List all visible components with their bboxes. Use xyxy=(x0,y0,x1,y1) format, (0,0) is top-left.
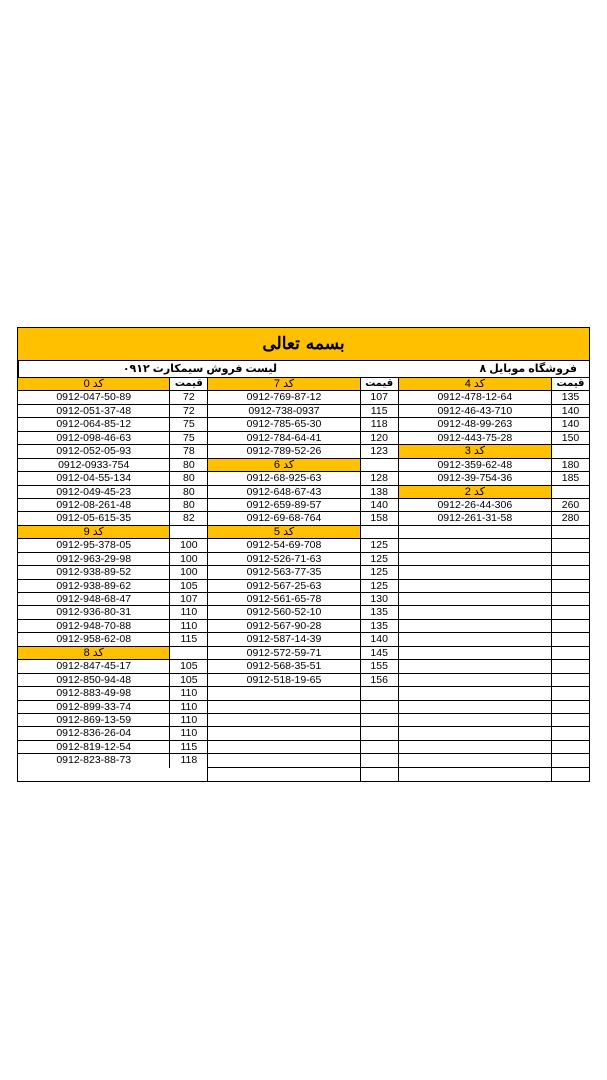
phone-number-cell: 0912-359-62-48 xyxy=(437,458,513,471)
price-header: قیمت xyxy=(551,378,589,390)
empty-row xyxy=(208,701,397,714)
phone-number-cell: 0912-04-55-134 xyxy=(56,472,132,485)
table-row xyxy=(18,714,207,727)
empty-row xyxy=(208,687,397,700)
table-row xyxy=(208,486,397,499)
table-row xyxy=(18,674,207,687)
group-header-row xyxy=(18,526,207,539)
price-cell: 100 xyxy=(169,566,207,578)
price-cell: 138 xyxy=(360,486,398,498)
banner xyxy=(18,328,589,361)
table-row xyxy=(208,647,397,660)
price-cell xyxy=(551,754,589,766)
phone-number-cell: 0912-784-64-41 xyxy=(246,431,322,444)
empty-row xyxy=(399,606,589,619)
price-cell: 105 xyxy=(169,674,207,686)
price-cell: 80 xyxy=(169,472,207,484)
banner-text: بسمه تعالی xyxy=(262,334,345,354)
table-row xyxy=(208,593,397,606)
phone-number-cell: 0912-648-67-43 xyxy=(246,485,322,498)
price-cell: 280 xyxy=(551,512,589,524)
phone-number-cell: 0912-938-89-62 xyxy=(56,579,132,592)
phone-number-cell: 0912-39-754-36 xyxy=(437,472,513,485)
table-row xyxy=(208,472,397,485)
table-row xyxy=(18,754,207,767)
phone-number-cell xyxy=(399,647,551,659)
phone-number-cell: 0912-48-99-263 xyxy=(437,418,513,431)
table-row xyxy=(18,580,207,593)
price-cell: 128 xyxy=(360,472,398,484)
empty-row xyxy=(208,714,397,727)
group-header-row xyxy=(18,647,207,660)
price-cell: 125 xyxy=(360,566,398,578)
table-row xyxy=(399,499,589,512)
price-cell: 140 xyxy=(360,499,398,511)
table-row xyxy=(18,499,207,512)
table-row xyxy=(18,687,207,700)
empty-row xyxy=(399,660,589,673)
phone-number-cell: 0912-958-62-08 xyxy=(56,633,132,646)
column-header-row xyxy=(208,378,397,391)
price-cell: 115 xyxy=(169,633,207,645)
table-row xyxy=(18,741,207,754)
price-cell: 125 xyxy=(360,553,398,565)
phone-number-cell xyxy=(208,714,359,726)
table-row xyxy=(18,459,207,472)
table-row xyxy=(18,701,207,714)
table-row xyxy=(208,633,397,646)
phone-number-cell xyxy=(399,660,551,672)
table-row xyxy=(208,674,397,687)
phone-number-cell: 0912-936-80-31 xyxy=(56,606,132,619)
price-cell: 110 xyxy=(169,687,207,699)
phone-number-cell: 0912-938-89-52 xyxy=(56,566,132,579)
empty-row xyxy=(399,674,589,687)
phone-number-cell: 0912-789-52-26 xyxy=(246,445,322,458)
table-row xyxy=(399,472,589,485)
price-cell: 110 xyxy=(169,714,207,726)
phone-number-cell: 0912-049-45-23 xyxy=(56,485,132,498)
price-cell xyxy=(551,580,589,592)
phone-number-cell xyxy=(399,526,551,538)
phone-number-cell: 0912-850-94-48 xyxy=(56,673,132,686)
phone-number-cell: 0912-54-69-708 xyxy=(246,539,322,552)
price-cell: 185 xyxy=(551,472,589,484)
phone-number-cell: 0912-563-77-35 xyxy=(246,566,322,579)
price-cell xyxy=(551,714,589,726)
table-row xyxy=(399,432,589,445)
price-cell: 107 xyxy=(360,391,398,403)
table-row xyxy=(18,660,207,673)
table-row xyxy=(208,445,397,458)
price-cell: 130 xyxy=(360,593,398,605)
price-cell xyxy=(551,593,589,605)
table-row xyxy=(18,512,207,525)
price-cell: 100 xyxy=(169,539,207,551)
phone-number-cell: 0912-819-12-54 xyxy=(56,740,132,753)
phone-number-cell: 0912-46-43-710 xyxy=(437,404,513,417)
price-cell: 110 xyxy=(169,620,207,632)
group-header-row xyxy=(399,486,589,499)
price-cell: 72 xyxy=(169,405,207,417)
price-cell xyxy=(360,714,398,726)
group-label: کد 7 xyxy=(208,378,359,390)
phone-number-cell: 0912-587-14-39 xyxy=(246,633,322,646)
group-label: کد 2 xyxy=(399,486,551,498)
empty-row xyxy=(399,647,589,660)
phone-number-cell xyxy=(399,754,551,766)
table-row xyxy=(18,539,207,552)
price-cell: 140 xyxy=(551,405,589,417)
table-row xyxy=(208,606,397,619)
phone-number-cell xyxy=(399,727,551,739)
price-cell: 135 xyxy=(551,391,589,403)
phone-number-cell: 0912-68-925-63 xyxy=(246,472,322,485)
phone-number-cell: 0912-568-35-51 xyxy=(246,660,322,673)
price-cell: 78 xyxy=(169,445,207,457)
phone-number-cell: 0912-261-31-58 xyxy=(437,512,513,525)
phone-number-cell xyxy=(208,741,359,753)
price-cell: 140 xyxy=(360,633,398,645)
phone-number-cell: 0912-769-87-12 xyxy=(246,391,322,404)
phone-number-cell: 0912-064-85-12 xyxy=(56,418,132,431)
price-cell xyxy=(360,459,398,471)
price-header: قیمت xyxy=(360,378,398,390)
price-cell xyxy=(551,486,589,498)
phone-number-cell: 0912-963-29-98 xyxy=(56,552,132,565)
phone-number-cell: 0912-052-05-93 xyxy=(56,445,132,458)
phone-number-cell xyxy=(208,727,359,739)
phone-number-cell xyxy=(399,620,551,632)
table-row xyxy=(208,418,397,431)
phone-number-cell xyxy=(399,566,551,578)
shop-name: فروشگاه موبایل ۸ xyxy=(479,363,577,375)
table-row xyxy=(208,660,397,673)
phone-number-cell xyxy=(399,714,551,726)
empty-row xyxy=(208,754,397,767)
price-cell xyxy=(551,606,589,618)
price-column xyxy=(18,378,208,781)
price-cell: 110 xyxy=(169,606,207,618)
phone-number-cell xyxy=(399,768,551,781)
phone-number-cell xyxy=(399,674,551,686)
empty-row xyxy=(399,526,589,539)
price-cell: 123 xyxy=(360,445,398,457)
group-header-row xyxy=(208,459,397,472)
phone-number-cell: 0912-08-261-48 xyxy=(56,498,132,511)
price-cell xyxy=(360,687,398,699)
price-cell xyxy=(551,539,589,551)
phone-number-cell: 0912-443-75-28 xyxy=(437,431,513,444)
phone-number-cell: 0912-847-45-17 xyxy=(56,660,132,673)
table-row xyxy=(399,391,589,404)
price-cell xyxy=(360,701,398,713)
phone-number-cell: 0912-098-46-63 xyxy=(56,431,132,444)
price-cell xyxy=(551,566,589,578)
phone-number-cell: 0912-05-615-35 xyxy=(56,512,132,525)
phone-number-cell: 0912-823-88-73 xyxy=(56,754,132,767)
table-row xyxy=(208,553,397,566)
group-label: کد 8 xyxy=(18,647,169,659)
empty-row xyxy=(399,593,589,606)
phone-number-cell: 0912-836-26-04 xyxy=(56,727,132,740)
phone-number-cell: 0912-572-59-71 xyxy=(246,646,322,659)
price-cell: 115 xyxy=(360,405,398,417)
empty-row xyxy=(399,754,589,767)
table-row xyxy=(399,418,589,431)
table-row xyxy=(18,727,207,740)
empty-row xyxy=(399,768,589,781)
price-cell xyxy=(551,620,589,632)
price-column xyxy=(399,378,589,781)
price-cell xyxy=(360,727,398,739)
price-cell: 140 xyxy=(551,418,589,430)
table-row xyxy=(18,472,207,485)
phone-number-cell: 0912-738-0937 xyxy=(248,404,320,417)
phone-number-cell xyxy=(399,593,551,605)
phone-number-cell xyxy=(399,553,551,565)
price-cell xyxy=(169,526,207,538)
phone-number-cell xyxy=(399,606,551,618)
phone-number-cell: 0912-560-52-10 xyxy=(246,606,322,619)
price-cell xyxy=(551,674,589,686)
price-cell: 75 xyxy=(169,432,207,444)
phone-number-cell xyxy=(208,687,359,699)
group-label: کد 0 xyxy=(18,378,169,390)
price-cell: 135 xyxy=(360,606,398,618)
phone-number-cell: 0912-567-25-63 xyxy=(246,579,322,592)
price-cell: 110 xyxy=(169,727,207,739)
group-label: کد 6 xyxy=(208,459,359,471)
phone-number-cell: 0912-95-378-05 xyxy=(56,539,132,552)
phone-number-cell: 0912-051-37-48 xyxy=(56,404,132,417)
table-row xyxy=(208,405,397,418)
price-cell: 80 xyxy=(169,459,207,471)
price-cell xyxy=(169,647,207,659)
empty-row xyxy=(208,768,397,781)
price-cell: 180 xyxy=(551,459,589,471)
price-cell xyxy=(360,526,398,538)
empty-row xyxy=(399,701,589,714)
table-row xyxy=(399,459,589,472)
empty-row xyxy=(208,741,397,754)
phone-number-cell: 0912-561-65-78 xyxy=(246,593,322,605)
empty-row xyxy=(399,714,589,727)
table-row xyxy=(18,486,207,499)
price-column xyxy=(208,378,398,781)
price-cell xyxy=(551,647,589,659)
table-row xyxy=(208,512,397,525)
phone-number-cell xyxy=(208,768,359,781)
price-list-sheet xyxy=(17,327,590,782)
price-cell: 156 xyxy=(360,674,398,686)
table-row xyxy=(399,512,589,525)
price-cell: 80 xyxy=(169,486,207,498)
group-header-row xyxy=(208,526,397,539)
phone-number-cell xyxy=(399,687,551,699)
empty-row xyxy=(399,580,589,593)
price-cell xyxy=(551,741,589,753)
table-row xyxy=(18,553,207,566)
list-title: لیست فروش سیمکارت ۰۹۱۲ xyxy=(18,361,297,377)
phone-number-cell: 0912-478-12-64 xyxy=(437,391,513,404)
group-label: کد 3 xyxy=(399,445,551,457)
title-row xyxy=(18,361,589,378)
table-row xyxy=(208,580,397,593)
phone-number-cell: 0912-659-89-57 xyxy=(246,498,322,511)
phone-number-cell: 0912-047-50-89 xyxy=(56,391,132,404)
price-cell xyxy=(551,633,589,645)
price-cell xyxy=(551,526,589,538)
group-label: کد 4 xyxy=(399,378,551,390)
empty-row xyxy=(399,633,589,646)
phone-number-cell: 0912-869-13-59 xyxy=(56,713,132,726)
phone-number-cell xyxy=(399,539,551,551)
table-row xyxy=(399,405,589,418)
empty-row xyxy=(399,620,589,633)
phone-number-cell: 0912-0933-754 xyxy=(58,458,130,471)
table-row xyxy=(18,566,207,579)
phone-number-cell xyxy=(399,701,551,713)
phone-number-cell: 0912-26-44-306 xyxy=(437,498,513,511)
price-cell: 110 xyxy=(169,701,207,713)
price-cell: 107 xyxy=(169,593,207,605)
table-row xyxy=(208,432,397,445)
price-cell xyxy=(551,660,589,672)
phone-number-cell: 0912-69-68-764 xyxy=(246,512,322,525)
phone-number-cell: 0912-899-33-74 xyxy=(56,700,132,713)
table-row xyxy=(18,418,207,431)
price-cell: 118 xyxy=(169,754,207,767)
price-cell: 155 xyxy=(360,660,398,672)
phone-number-cell: 0912-948-68-47 xyxy=(56,593,132,605)
price-cell: 75 xyxy=(169,418,207,430)
price-cell: 125 xyxy=(360,539,398,551)
price-cell: 158 xyxy=(360,512,398,524)
price-cell: 100 xyxy=(169,553,207,565)
empty-row xyxy=(399,687,589,700)
column-header-row xyxy=(18,378,207,391)
price-cell xyxy=(551,553,589,565)
table-row xyxy=(18,606,207,619)
empty-row xyxy=(208,727,397,740)
table-row xyxy=(208,539,397,552)
table-row xyxy=(18,593,207,606)
phone-number-cell xyxy=(399,580,551,592)
price-cell: 80 xyxy=(169,499,207,511)
price-cell xyxy=(551,701,589,713)
empty-row xyxy=(399,741,589,754)
table-row xyxy=(18,620,207,633)
empty-row xyxy=(399,566,589,579)
table-row xyxy=(18,405,207,418)
phone-number-cell: 0912-948-70-88 xyxy=(56,619,132,632)
empty-row xyxy=(399,727,589,740)
price-cell: 260 xyxy=(551,499,589,511)
price-cell xyxy=(360,768,398,781)
group-label: کد 9 xyxy=(18,526,169,538)
phone-number-cell xyxy=(208,701,359,713)
price-cell: 72 xyxy=(169,391,207,403)
table-row xyxy=(18,432,207,445)
empty-row xyxy=(399,553,589,566)
price-cell xyxy=(551,727,589,739)
price-cell: 120 xyxy=(360,432,398,444)
phone-number-cell xyxy=(399,741,551,753)
table-row xyxy=(18,445,207,458)
price-cell xyxy=(551,768,589,781)
price-cell: 125 xyxy=(360,580,398,592)
table-row xyxy=(18,391,207,404)
price-cell: 105 xyxy=(169,660,207,672)
phone-number-cell: 0912-526-71-63 xyxy=(246,552,322,565)
phone-number-cell: 0912-518-19-65 xyxy=(246,673,322,686)
empty-row xyxy=(399,539,589,552)
price-cell: 82 xyxy=(169,512,207,524)
phone-number-cell: 0912-785-65-30 xyxy=(246,418,322,431)
price-cell xyxy=(551,445,589,457)
table-columns xyxy=(18,378,589,781)
price-cell xyxy=(360,741,398,753)
phone-number-cell xyxy=(399,633,551,645)
table-row xyxy=(208,391,397,404)
price-cell: 135 xyxy=(360,620,398,632)
phone-number-cell: 0912-883-49-98 xyxy=(56,687,132,700)
price-cell xyxy=(551,687,589,699)
group-header-row xyxy=(399,445,589,458)
column-header-row xyxy=(399,378,589,391)
phone-number-cell: 0912-567-90-28 xyxy=(246,619,322,632)
table-row xyxy=(18,633,207,646)
table-row xyxy=(208,620,397,633)
phone-number-cell xyxy=(208,754,359,766)
price-cell: 118 xyxy=(360,418,398,430)
price-cell: 150 xyxy=(551,432,589,444)
group-label: کد 5 xyxy=(208,526,359,538)
table-row xyxy=(208,566,397,579)
table-row xyxy=(208,499,397,512)
price-cell: 115 xyxy=(169,741,207,753)
price-cell xyxy=(360,754,398,766)
price-cell: 145 xyxy=(360,647,398,659)
price-cell: 105 xyxy=(169,580,207,592)
price-header: قیمت xyxy=(169,378,207,390)
